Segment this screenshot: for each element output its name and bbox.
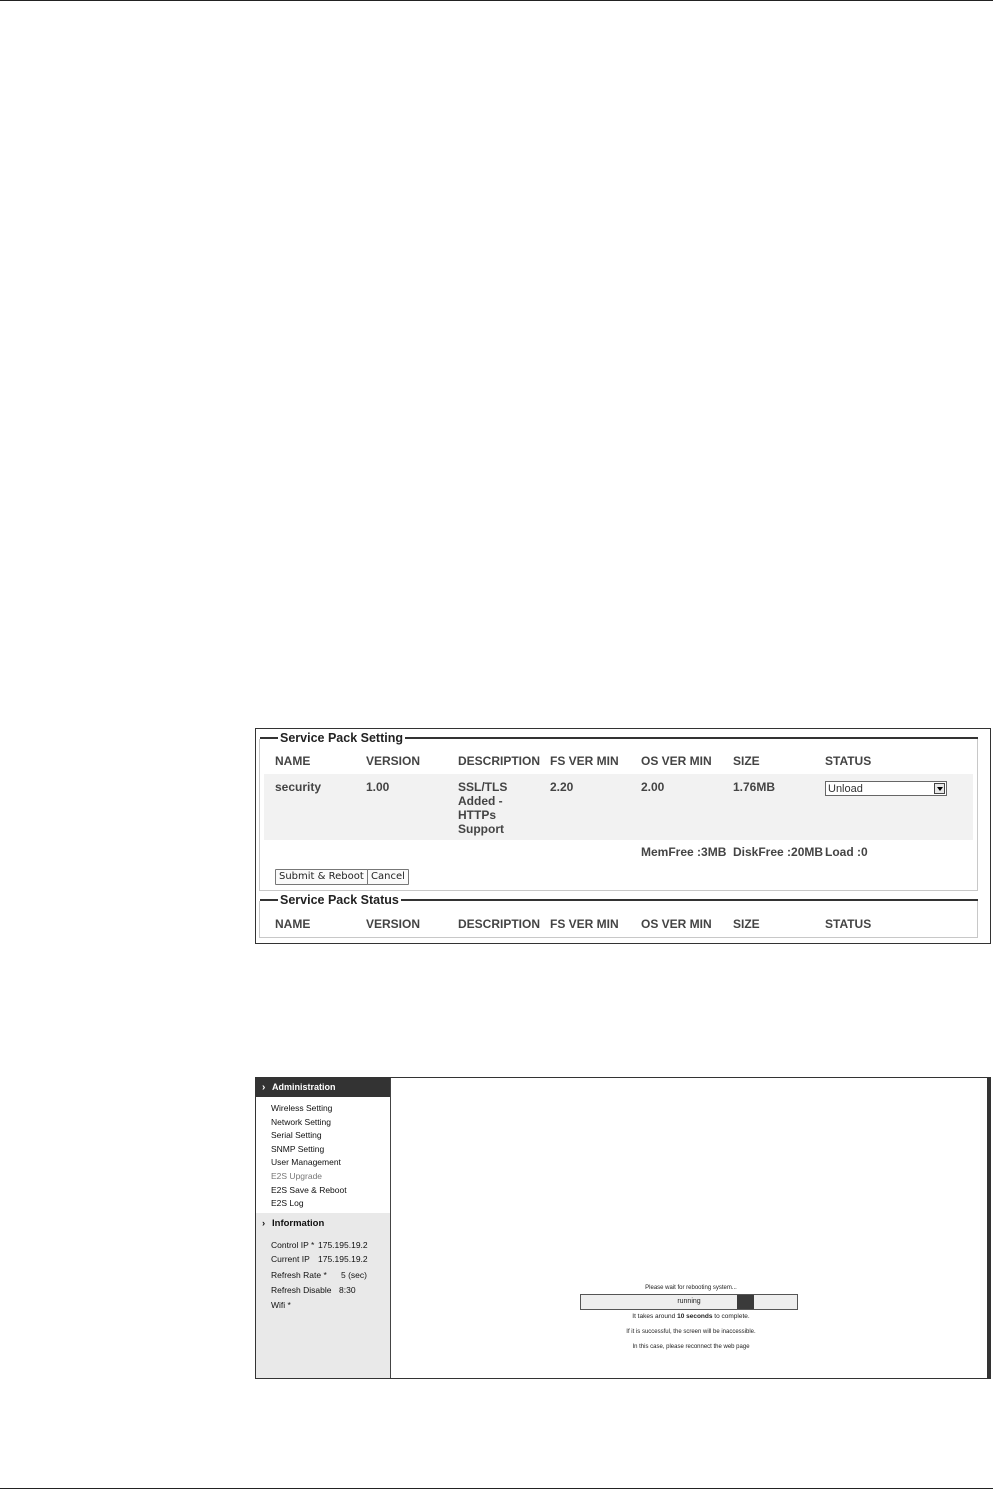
info-label: Refresh Disable [271,1285,332,1295]
col-os-ver-min: OS VER MIN [641,754,712,768]
status-col-name: NAME [275,917,311,931]
status-col-fs-ver-min: FS VER MIN [550,917,619,931]
info-value: 5 (sec) [341,1270,367,1280]
description-line: Added - [458,794,503,808]
wait-message: Please wait for rebooting system... [645,1285,737,1291]
time-bold: 10 seconds [677,1313,713,1320]
sidebar-item-user-management[interactable]: User Management [271,1157,341,1167]
info-refresh-disable [271,1285,356,1296]
sidebar-info-label: Information [272,1218,325,1229]
status-col-status: STATUS [825,917,872,931]
service-pack-panel [255,728,991,944]
info-label: Refresh Rate * [271,1270,327,1280]
col-version: VERSION [366,754,421,768]
sidebar-item-wireless-setting[interactable]: Wireless Setting [271,1103,333,1113]
row-fs-ver-min: 2.20 [550,780,574,794]
info-wifi [271,1300,291,1311]
sidebar-item-serial-setting[interactable]: Serial Setting [271,1130,322,1140]
sidebar-item-network-setting[interactable]: Network Setting [271,1117,331,1127]
time-suffix: to complete. [712,1313,750,1320]
status-col-os-ver-min: OS VER MIN [641,917,712,931]
mem-free: MemFree :3MB [641,845,727,859]
success-message: If it is successful, the screen will be inaccessible. [626,1329,756,1335]
sidebar-item-e2s-upgrade[interactable]: E2S Upgrade [271,1171,323,1181]
sidebar-header-administration[interactable] [256,1078,390,1097]
chevron-down-icon[interactable] [934,783,945,794]
sidebar-item-e2s-save-reboot[interactable]: E2S Save & Reboot [271,1185,347,1195]
status-select[interactable] [825,781,947,796]
col-size: SIZE [733,754,760,768]
sidebar-header-label: Administration [272,1082,336,1092]
col-name: NAME [275,754,311,768]
cancel-button[interactable]: Cancel [367,869,409,885]
description-line: Support [458,822,504,836]
reconnect-message: In this case, please reconnect the web page [632,1344,750,1350]
status-col-version: VERSION [366,917,421,931]
chevron-right-icon: › [262,1082,266,1093]
info-label: Wifi * [271,1300,291,1310]
info-label: Control IP * [271,1240,315,1250]
info-current-ip [271,1254,368,1265]
progress-bar [580,1294,798,1310]
info-label: Current IP [271,1254,310,1264]
scrollbar[interactable] [987,1078,990,1378]
sidebar-item-snmp-setting[interactable]: SNMP Setting [271,1144,325,1154]
sidebar-header-information[interactable] [256,1215,390,1233]
row-description [458,780,507,836]
info-refresh-rate [271,1270,367,1281]
row-name: security [275,780,322,794]
description-line: SSL/TLS [458,780,508,794]
service-pack-setting-title: Service Pack Setting [280,731,403,745]
col-description: DESCRIPTION [458,754,541,768]
page-bottom-rule [0,1488,993,1489]
row-os-ver-min: 2.00 [641,780,665,794]
info-control-ip [271,1240,368,1251]
status-col-size: SIZE [733,917,760,931]
page-top-rule [0,0,993,1]
load-value: Load :0 [825,845,868,859]
service-pack-status-title: Service Pack Status [280,893,399,907]
info-value: 175.195.19.2 [318,1254,368,1264]
info-value: 175.195.19.2 [318,1240,368,1250]
time-message [396,1313,986,1320]
status-select-value: Unload [828,783,863,795]
description-line: HTTPs [458,808,497,822]
row-version: 1.00 [366,780,390,794]
info-value: 8:30 [339,1285,356,1295]
reboot-screen [255,1077,991,1379]
sidebar [256,1078,391,1378]
sidebar-item-e2s-log[interactable]: E2S Log [271,1198,304,1208]
col-fs-ver-min: FS VER MIN [550,754,619,768]
disk-free: DiskFree :20MB [733,845,824,859]
progress-label: running [677,1298,701,1305]
submit-reboot-button[interactable]: Submit & Reboot [275,869,368,885]
chevron-right-icon: › [262,1218,266,1229]
col-status: STATUS [825,754,872,768]
time-prefix: It takes around [632,1313,678,1320]
status-col-description: DESCRIPTION [458,917,541,931]
row-size: 1.76MB [733,780,776,794]
